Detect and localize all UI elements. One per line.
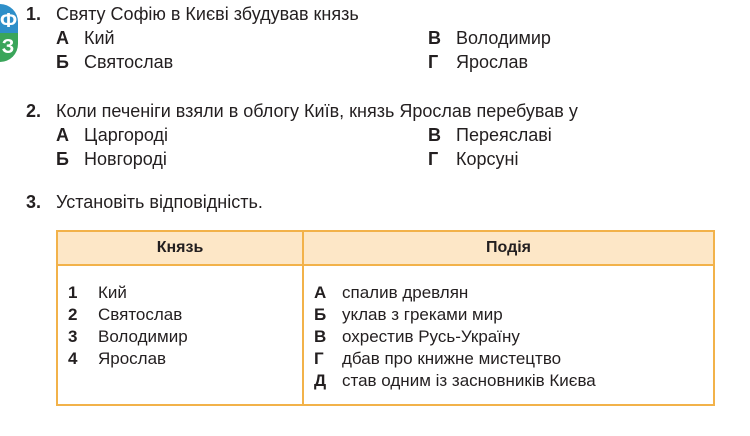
question-number: 2.	[26, 101, 42, 121]
event-item[interactable]	[314, 282, 713, 304]
prince-list	[57, 265, 303, 405]
badge-letter-top: Ф	[0, 10, 18, 32]
header-event: Подія	[303, 231, 714, 265]
option-letter: В	[428, 28, 441, 48]
prince-number: 3	[68, 327, 78, 346]
event-item[interactable]	[314, 326, 713, 348]
event-item[interactable]	[314, 370, 713, 392]
prince-item[interactable]	[68, 348, 302, 370]
option-letter: А	[56, 28, 69, 48]
prince-item[interactable]	[68, 282, 302, 304]
prince-item[interactable]	[68, 304, 302, 326]
prince-name: Ярослав	[98, 349, 167, 368]
option-text: Кий	[84, 28, 115, 48]
question-text: Установіть відповідність.	[56, 192, 263, 212]
event-text: дбав про книжне мистецтво	[342, 349, 562, 368]
event-list	[303, 265, 714, 405]
option-letter: Б	[56, 52, 69, 72]
event-text: став одним із засновників Києва	[342, 371, 596, 390]
matching-table	[56, 230, 715, 406]
answer-option[interactable]	[428, 123, 552, 147]
event-text: уклав з греками мир	[342, 305, 503, 324]
option-text: Новгороді	[84, 149, 167, 169]
question-number: 1.	[26, 4, 42, 24]
header-prince: Князь	[57, 231, 303, 265]
badge-letter-bottom: З	[1, 36, 15, 58]
question-text: Коли печеніги взяли в облогу Київ, князь Ярослав перебував у	[56, 101, 578, 121]
answer-option[interactable]	[26, 123, 428, 147]
option-text: Ярослав	[456, 52, 529, 72]
prince-name: Кий	[98, 283, 127, 302]
event-item[interactable]	[314, 348, 713, 370]
prince-number: 4	[68, 349, 78, 368]
option-letter: Б	[56, 149, 69, 169]
option-text: Святослав	[84, 52, 174, 72]
answer-option[interactable]	[26, 26, 428, 50]
answer-option[interactable]	[26, 50, 428, 74]
prince-number: 1	[68, 283, 78, 302]
option-letter: Г	[428, 52, 439, 72]
option-text: Царгороді	[84, 125, 169, 145]
option-text: Володимир	[456, 28, 551, 48]
answer-option[interactable]	[26, 147, 428, 171]
event-letter: А	[314, 283, 327, 302]
prince-name: Володимир	[98, 327, 188, 346]
prince-number: 2	[68, 305, 78, 324]
event-letter: Д	[314, 371, 327, 390]
answer-option[interactable]	[428, 26, 551, 50]
event-letter: Г	[314, 349, 324, 368]
option-text: Корсуні	[456, 149, 519, 169]
answer-option[interactable]	[428, 50, 528, 74]
prince-item[interactable]	[68, 326, 302, 348]
question-text: Святу Софію в Києві збудував князь	[56, 4, 359, 24]
option-letter: В	[428, 125, 441, 145]
event-item[interactable]	[314, 304, 713, 326]
question-2	[26, 99, 578, 171]
option-letter: Г	[428, 149, 439, 169]
event-letter: Б	[314, 305, 327, 324]
event-text: охрестив Русь-Україну	[342, 327, 520, 346]
option-letter: А	[56, 125, 69, 145]
answer-option[interactable]	[428, 147, 518, 171]
question-number: 3.	[26, 192, 42, 212]
option-text: Переяславі	[456, 125, 552, 145]
event-text: спалив древлян	[342, 283, 469, 302]
question-1	[26, 2, 551, 74]
question-3	[26, 190, 263, 214]
event-letter: В	[314, 327, 327, 346]
prince-name: Святослав	[98, 305, 183, 324]
